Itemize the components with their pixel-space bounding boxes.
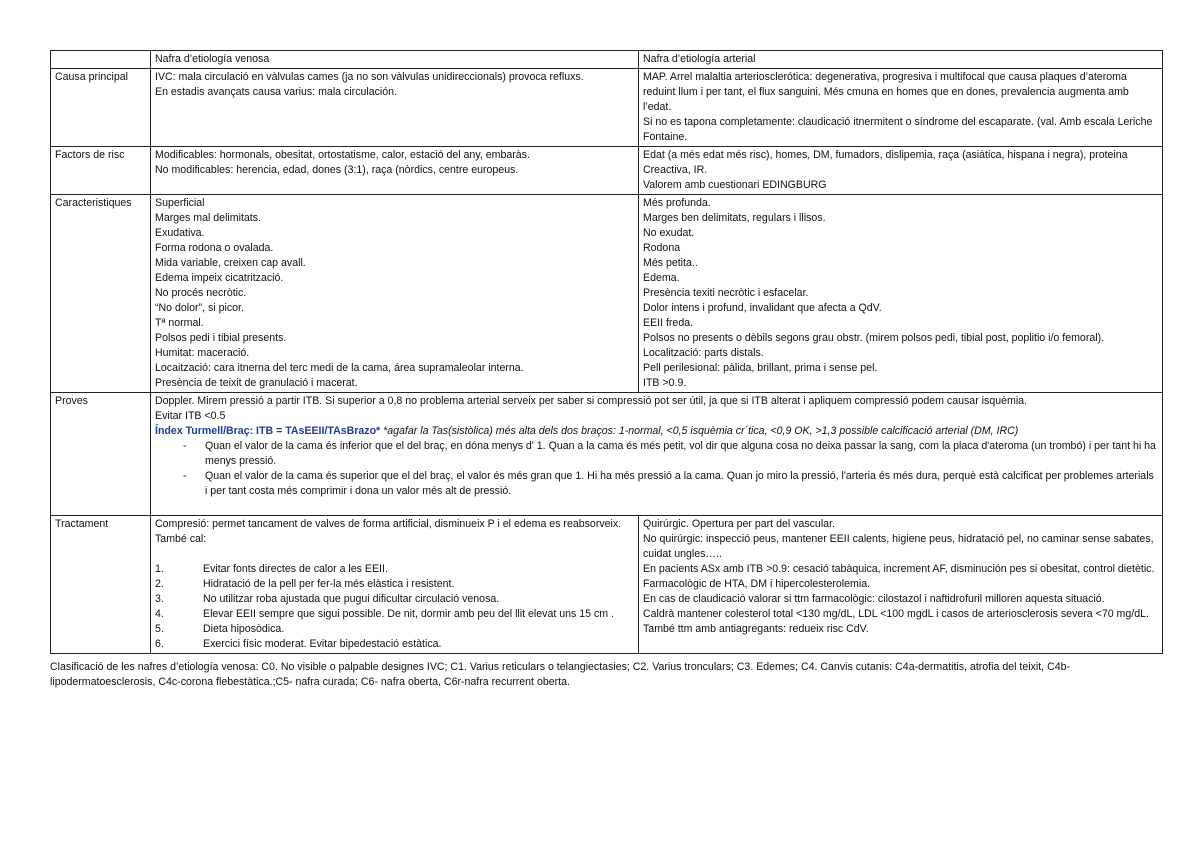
row-label-caracteristiques: Caracteristiques <box>51 195 151 393</box>
bullet-text: Quan el valor de la cama és superior que el del braç, el valor és més gran que 1. Hi ha més pressió a la cama. Quan jo miro la pressió, l'arteria és més dura, perquè està calcificat per problemes arterials i per tant costa més comprimir i dona un valor més alt de pressió. <box>205 470 1154 497</box>
item-number: 1. <box>155 563 164 575</box>
bullet-item <box>155 439 1158 469</box>
item-text: Elevar EEII sempre que sigui possible. De nit, dormir amb peu del llit elevat uns 15 cm . <box>203 608 614 620</box>
item-text: Exercici físic moderat. Evitar bipedestació estàtica. <box>203 638 442 650</box>
item-number: 4. <box>155 608 164 620</box>
caract-arterial-cell <box>639 195 1163 393</box>
bullet-mark: - <box>183 470 187 482</box>
list-item: ITB >0.9. <box>643 377 687 389</box>
list-item: No exudat. <box>643 227 695 239</box>
tractament-arterial-cell <box>639 516 1163 654</box>
list-item: Pell perilesional: pàlida, brillant, prima i sense pel. <box>643 362 878 374</box>
numbered-item <box>155 562 634 577</box>
item-number: 5. <box>155 623 164 635</box>
text-line: Doppler. Mirem pressió a partir ITB. Si superior a 0,8 no problema arterial serveix per saber si compressió pot ser útil, ja que si ITB alterat i apliquem compressió podem causar isquèmia. <box>155 395 1028 407</box>
numbered-item <box>155 592 634 607</box>
list-item: Edema. <box>643 272 680 284</box>
list-item: Forma rodona o ovalada. <box>155 242 274 254</box>
numbered-item <box>155 637 634 652</box>
header-venous: Nafra d’etiología venosa <box>151 51 639 69</box>
list-item: Presència de teixit de granulació i macerat. <box>155 377 358 389</box>
list-item: Tª normal. <box>155 317 204 329</box>
text-line: Modificables: hormonals, obesitat, ortostatisme, calor, estació del any, embaràs. <box>155 149 530 161</box>
text-line: Edat (a més edat més risc), homes, DM, fumadors, dislipemia, raça (asiática, hispana i negra), proteina Creactiva, IR. <box>643 149 1128 176</box>
row-label-causa: Causa principal <box>51 69 151 147</box>
list-item: No procés necròtic. <box>155 287 247 299</box>
item-number: 2. <box>155 578 164 590</box>
numbered-item <box>155 577 634 592</box>
list-item: Marges mal delimitats. <box>155 212 261 224</box>
header-row <box>51 51 1163 69</box>
item-number: 3. <box>155 593 164 605</box>
row-label-proves: Proves <box>51 393 151 516</box>
text-line: També ttm amb antiagregants: redueix risc CdV. <box>643 623 869 635</box>
list-item: Dolor intens i profund, invalidant que afecta a QdV. <box>643 302 882 314</box>
row-proves <box>51 393 1163 516</box>
comparison-table <box>50 50 1163 654</box>
text-line: Caldrà mantener colesterol total <130 mg/dL, LDL <100 mgdL i casos de arteriosclerosis severa <70 mg/dL. <box>643 608 1149 620</box>
list-item: Locaització: cara itnerna del terc medi de la cama, área supramaleolar interna. <box>155 362 524 374</box>
itb-index-line <box>155 424 1158 439</box>
list-item: Més petita.. <box>643 257 698 269</box>
item-text: No utilitzar roba ajustada que pugui dificultar circulació venosa. <box>203 593 500 605</box>
item-text: Dieta hiposòdica. <box>203 623 285 635</box>
bullet-item <box>155 469 1158 499</box>
tractament-venous-cell <box>151 516 639 654</box>
text-line: En estadis avançats causa varius: mala circulación. <box>155 86 398 98</box>
list-item: Humitat: maceració. <box>155 347 250 359</box>
row-tractament <box>51 516 1163 654</box>
list-item: Exudativa. <box>155 227 205 239</box>
header-empty-cell <box>51 51 151 69</box>
row-label-tractament: Tractament <box>51 516 151 654</box>
list-item: “No dolor”, si picor. <box>155 302 244 314</box>
list-item: Mida variable, creixen cap avall. <box>155 257 306 269</box>
list-item: Més profunda. <box>643 197 711 209</box>
row-label-factors: Factors de risc <box>51 147 151 195</box>
itb-formula: Índex Turmell/Braç: ITB = TAsEEII/TAsBrazo* <box>155 425 381 437</box>
text-line: Evitar ITB <0.5 <box>155 410 226 422</box>
list-item: Polsos no presents o dèbils segons grau obstr. (mirem polsos pedi, tibial post, poplitio i/o femoral). <box>643 332 1105 344</box>
text-line: També cal: <box>155 533 207 545</box>
list-item: Rodona <box>643 242 681 254</box>
text-line: Valorem amb cuestionari EDINGBURG <box>643 179 827 191</box>
text-line: En cas de claudicació valorar si ttm farmacològic: cilostazol i naftidrofuril milloren aquesta situació. <box>643 593 1105 605</box>
item-text: Evitar fonts directes de calor a les EEII. <box>203 563 388 575</box>
text-line: Si no es tapona completamente: claudicació itnermitent o síndrome del escaparate. (val. Amb escala Leriche Fontaine. <box>643 116 1153 143</box>
list-item: Presència texiti necròtic i esfacelar. <box>643 287 809 299</box>
text-line: No quirúrgic: inspecció peus, mantener EEII calents, higiene peus, hidratació pel, no caminar sense sabates, cuidat ungles….. <box>643 533 1154 560</box>
row-caracteristiques <box>51 195 1163 393</box>
text-line: Quirúrgic. Opertura per part del vascular. <box>643 518 835 530</box>
bullet-text: Quan el valor de la cama és inferior que el del braç, en dóna menys d' 1. Quan a la cama és més petit, vol dir que alguna cosa no deixa passar la sang, com la placa d'ateroma (un trombó) i per tant hi ha menys pressió. <box>205 440 1156 467</box>
caract-venous-cell <box>151 195 639 393</box>
row-factors <box>51 147 1163 195</box>
list-item: Edema impeix cicatrització. <box>155 272 284 284</box>
numbered-item <box>155 607 634 622</box>
item-number: 6. <box>155 638 164 650</box>
causa-venous-cell <box>151 69 639 147</box>
proves-cell <box>151 393 1163 516</box>
causa-arterial-cell <box>639 69 1163 147</box>
text-line: No modificables: herencia, edad, dones (3:1), raça (nòrdics, centre europeus. <box>155 164 519 176</box>
bullet-mark: - <box>183 440 187 452</box>
classification-footnote: Clasificació de les nafres d’etiología venosa: C0. No visible o palpable designes IVC; C1. Varius reticulars o telangiectasies; C2. Varius tronculars; C3. Edemes; C4. Canvis cutanis: C4a-dermatitis, atrofia del teixit, C4b-lipodermatoesclerosis, C4c-corona flebestàtica.;C5- nafra curada; C6- nafra oberta, C6r-nafra recurrent oberta. <box>50 661 1071 688</box>
spacer <box>155 547 634 562</box>
document-page <box>50 50 1162 690</box>
text-line: IVC: mala circulació en vàlvulas cames (ja no son vàlvulas unidireccionals) provoca refluxs. <box>155 71 584 83</box>
list-item: EEII freda. <box>643 317 694 329</box>
item-text: Hidratació de la pell per fer-la més elàstica i resistent. <box>203 578 455 590</box>
list-item: Marges ben delimitats, regulars i llisos. <box>643 212 826 224</box>
list-item: Superficial <box>155 197 205 209</box>
row-causa <box>51 69 1163 147</box>
list-item: Localització: parts distals. <box>643 347 764 359</box>
factors-arterial-cell <box>639 147 1163 195</box>
numbered-item <box>155 622 634 637</box>
text-line: En pacients ASx amb ITB >0.9: cesació tabàquica, increment AF, disminución pes si obesitat, control dietètic. Farmacològic de HTA, DM i hipercolesterolemia. <box>643 563 1155 590</box>
factors-venous-cell <box>151 147 639 195</box>
text-line: Compresió: permet tancament de valves de forma artificial, disminueix P i el edema es reabsorveix. <box>155 518 622 530</box>
spacer <box>155 499 1158 514</box>
header-arterial: Nafra d’etiología arterial <box>639 51 1163 69</box>
text-line: MAP. Arrel malaltia arteriosclerótica: degenerativa, progresiva i multifocal que causa plaques d’ateroma reduint llum i per tant, el flux sanguini. Més cmuna en homes que en dones, prevalencia augmenta amb l’edat. <box>643 71 1129 113</box>
list-item: Polsos pedi i tibial presents. <box>155 332 287 344</box>
itb-note: *agafar la Tas(sistòlica) més alta dels dos braços: 1-normal, <0,5 isquèmia cr´tica, <0,9 OK, >1,3 possible calcificació arterial (DM, IRC) <box>380 425 1019 437</box>
